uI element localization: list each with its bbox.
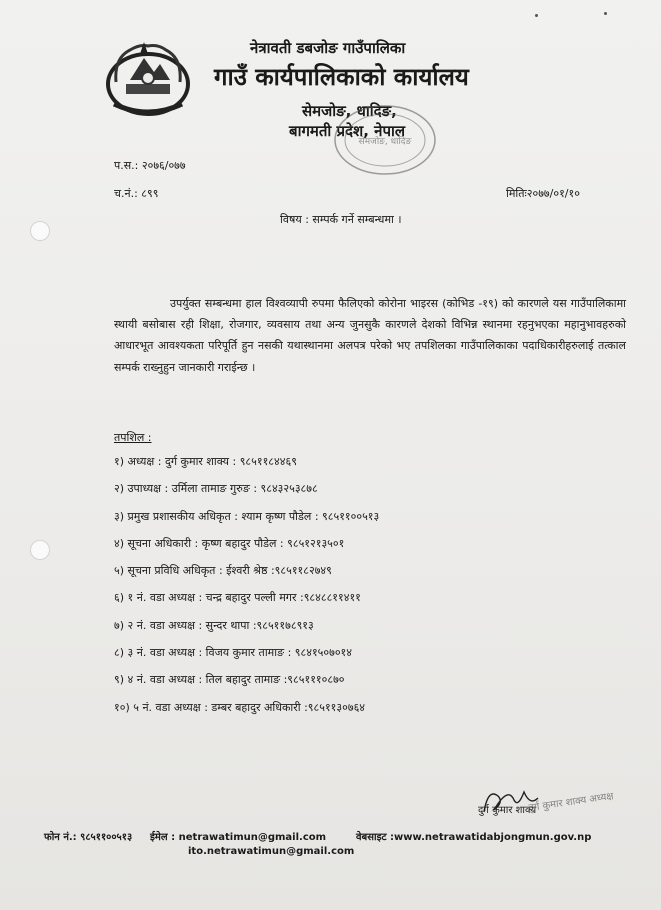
signatory-name: दुर्ग कुमार शाक्य — [478, 805, 537, 816]
office-title: गाउँ कार्यपालिकाको कार्यालय — [214, 63, 469, 91]
scan-speck — [604, 12, 607, 15]
footer-email: ईमेल : netrawatimun@gmail.com — [150, 832, 327, 843]
punch-hole-bottom — [30, 540, 50, 560]
punch-hole-top — [30, 221, 50, 241]
letter-subject: विषय : सम्पर्क गर्ने सम्बन्धमा । — [280, 213, 402, 226]
contact-item: ६) १ नं. वडा अध्यक्ष : चन्द्र बहादुर पल्ली मगर :९८४८८११४११ — [114, 591, 361, 605]
contact-item: ७) २ नं. वडा अध्यक्ष : सुन्दर थापा :९८५११७८९१३ — [114, 618, 314, 632]
contact-item: १) अध्यक्ष : दुर्ग कुमार शाक्य : ९८५११८४४६९ — [114, 455, 297, 468]
letter-date: मितिः२०७७/०१/१० — [506, 187, 580, 200]
patra-sankhya: प.स.: २०७६/०७७ — [114, 159, 186, 172]
contact-item: ५) सूचना प्रविधि अधिकृत : ईश्वरी श्रेष्ठ :९८५११८२७४९ — [114, 564, 332, 578]
footer-website: वेबसाइट :www.netrawatidabjongmun.gov.np — [356, 832, 592, 843]
nepal-emblem-icon — [100, 38, 196, 118]
office-seal-stamp — [330, 102, 440, 182]
details-heading: तपशिल : — [114, 431, 152, 444]
contact-item: ३) प्रमुख प्रशासकीय अधिकृत : श्याम कृष्ण पौडेल : ९८५११००५१३ — [114, 509, 380, 523]
address-line-1: सेमजोङ, धादिङ, — [302, 102, 397, 120]
contact-item: ४) सूचना अधिकारी : कृष्ण बहादुर पौडेल : ९८५१२१३५०१ — [114, 536, 345, 550]
scan-speck — [535, 14, 538, 17]
address-line-2: बागमती प्रदेश, नेपाल — [289, 122, 406, 140]
chalani-number: च.नं.: ८९९ — [114, 187, 159, 200]
contact-item: २) उपाध्यक्ष : उर्मिला तामाङ गुरुङ : ९८४३२५३८७८ — [114, 482, 318, 496]
contact-item: १०) ५ नं. वडा अध्यक्ष : डम्बर बहादुर अधिकारी :९८५११३०७६४ — [114, 700, 366, 714]
letter-body — [114, 293, 626, 378]
footer-email-2: ito.netrawatimun@gmail.com — [188, 846, 355, 857]
contact-item: ९) ४ नं. वडा अध्यक्ष : तिल बहादुर तामाङ :९८५१११०८७० — [114, 673, 345, 687]
contact-item: ८) ३ नं. वडा अध्यक्ष : विजय कुमार तामाङ : ९८४१५०७०१४ — [114, 646, 353, 660]
contact-list — [114, 454, 379, 727]
municipality-name: नेत्रावती डबजोङ गाउँपालिका — [250, 39, 406, 57]
signatory-stamp: दुर्ग कुमार शाक्य अध्यक्ष — [527, 791, 615, 814]
stamp-text: सेमजोङ, धादिङ — [358, 137, 412, 147]
body-paragraph: उपर्युक्त सम्बन्धमा हाल विश्वव्यापी रुपमा फैलिएको कोरोना भाइरस (कोभिड -१९) को कारणले यस गाउँपालिकामा स्थायी बसोबास रही शिक्षा, रोजगार, व्यवसाय तथा अन्य जुनसुकै कारणले देशको विभिन्न स्थानमा रहनुभएका महानुभावहरुको आधारभूत आवश्यकता परिपूर्ति हुन नसकी यथास्थानमा अलपत्र परेको भए तपशिलका गाउँपालिकाका पदाधिकारीहरुलाई तत्काल सम्पर्क राख्नुहुन जानकारी गराईन्छ । — [114, 297, 626, 374]
footer-phone: फोन नं.: ९८५११००५१३ — [44, 832, 133, 843]
